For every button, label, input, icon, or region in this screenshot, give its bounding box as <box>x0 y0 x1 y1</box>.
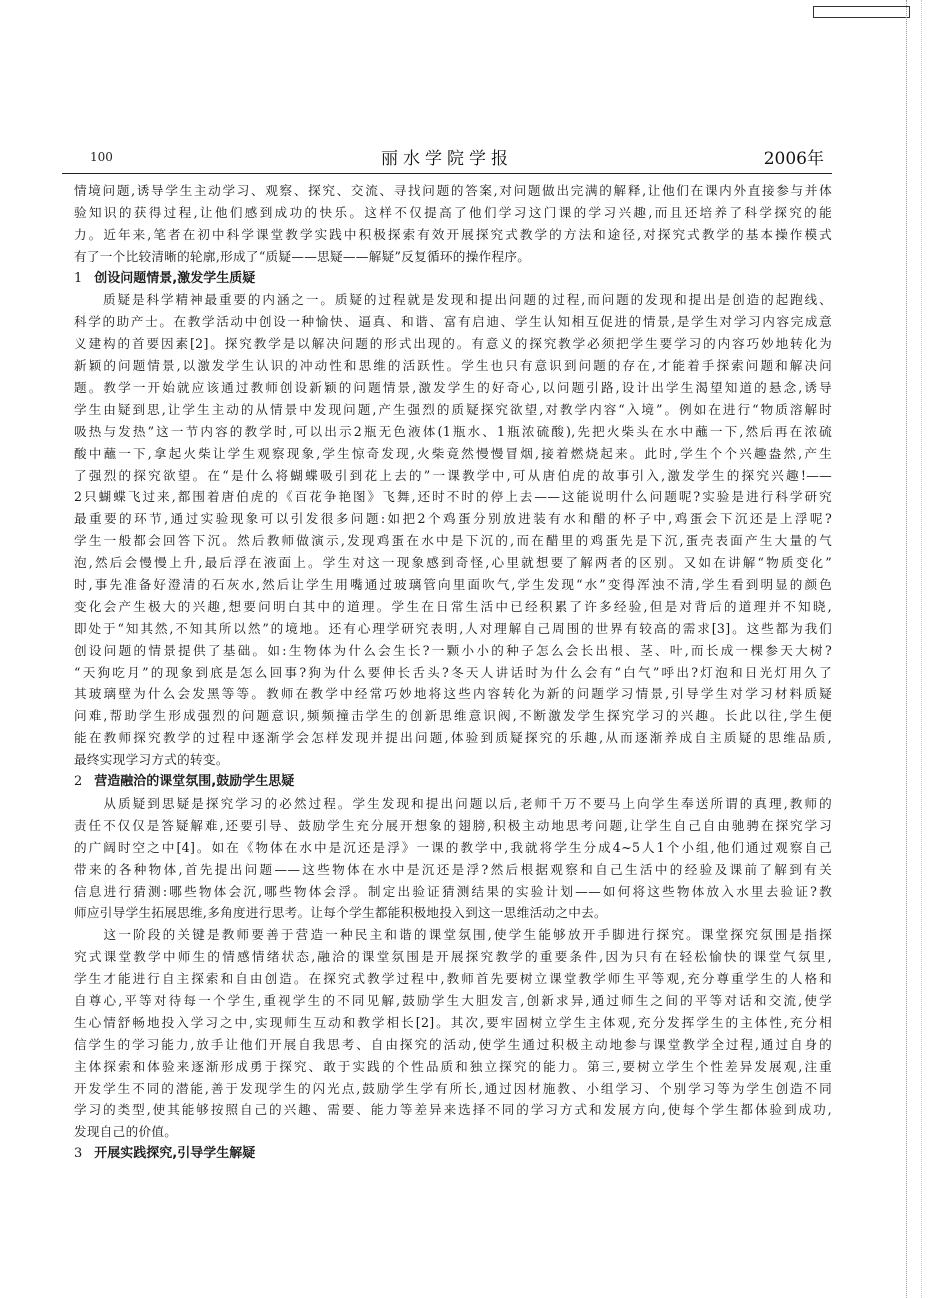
text-line: 验知识的获得过程,让他们感到成功的快乐。这样不仅提高了他们学习这门课的学习兴趣,而且还培养了科学探究的能 <box>74 204 832 220</box>
section-heading <box>74 268 832 290</box>
text-line: 发现自己的价值。 <box>74 1124 178 1140</box>
text-line: 开发学生不同的潜能,善于发现学生的闪光点,鼓励学生学有所长,通过因材施教、小组学习、个别学习等为学生创造不同 <box>74 1080 832 1096</box>
text-line: 有了一个比较清晰的轮廓,形成了“质疑——思疑——解疑”反复循环的操作程序。 <box>74 248 531 264</box>
section-heading <box>74 771 832 793</box>
text-line: 能在教师探究教学的过程中逐渐学会怎样发现并提出问题,体验到质疑探究的乐趣,从而逐渐养成自主质疑的思维品质, <box>74 730 832 746</box>
text-line: 泡,然后会慢慢上升,最后浮在液面上。学生对这一现象感到奇怪,心里就想要了解两者的区别。又如在讲解“物质变化” <box>74 555 832 571</box>
text-line: 力。近年来,笔者在初中科学课堂教学实践中积极探索有效开展探究式教学的方法和途径,对探究式教学的基本操作模式 <box>74 226 832 242</box>
text-line: 了强烈的探究欲望。在“是什么将蝴蝶吸引到花上去的”一课教学中,可从唐伯虎的故事引入,激发学生的探究兴趣!—— <box>74 467 832 483</box>
section-number: 2 <box>74 774 83 790</box>
page-number: 100 <box>90 150 113 164</box>
text-line: 最重要的环节,通过实验现象可以引发很多问题:如把2个鸡蛋分别放进装有水和醋的杯子中,鸡蛋会下沉还是上浮呢? <box>74 511 832 527</box>
journal-title: 丽水学院学报 <box>381 149 513 169</box>
text-line: 即处于“知其然,不知其所以然”的境地。还有心理学研究表明,人对理解自己周围的世界有较高的需求[3]。这些都为我们 <box>74 620 832 636</box>
text-line: 生心情舒畅地投入学习之中,实现师生互动和教学相长[2]。其次,要牢固树立学生主体观,充分发挥学生的主体性,充分相 <box>74 1014 832 1030</box>
text-line: 时,事先准备好澄清的石灰水,然后让学生用嘴通过玻璃管向里面吹气,学生发现“水”变得浑浊不清,学生看到明显的颜色 <box>74 577 832 593</box>
section-number: 1 <box>74 270 83 286</box>
text-line: 从质疑到思疑是探究学习的必然过程。学生发现和提出问题以后,老师千万不要马上向学生奉送所谓的真理,教师的 <box>74 795 832 811</box>
text-line: 究式课堂教学中师生的情感情绪状态,融洽的课堂氛围是开展探究教学的重要条件,因为只有在轻松愉快的课堂气氛里, <box>74 949 832 965</box>
text-line: 问难,帮助学生形成强烈的问题意识,频频撞击学生的创新思维意识阀,不断激发学生探究学习的兴趣。长此以往,学生便 <box>74 708 832 724</box>
text-line: 自尊心,平等对待每一个学生,重视学生的不同见解,鼓励学生大胆发言,创新求异,通过师生之间的平等对话和交流,使学 <box>74 992 832 1008</box>
text-line: 的广阔时空之中[4]。如在《物体在水中是沉还是浮》一课的教学中,我就将学生分成4~5人1个小组,他们通过观察自己 <box>74 839 832 855</box>
text-line: “天狗吃月”的现象到底是怎么回事?狗为什么要伸长舌头?冬天人讲话时为什么会有“白气”呼出?灯泡和日光灯用久了 <box>74 664 832 680</box>
text-line: 主体探索和体验来逐渐形成勇于探究、敢于实践的个性品质和独立探究的能力。第三,要树立学生个性差异发展观,注重 <box>74 1058 832 1074</box>
text-line: 信学生的学习能力,放手让他们开展自我思考、自由探究的活动,使学生通过积极主动地参与课堂教学全过程,通过自身的 <box>74 1036 832 1052</box>
corner-frame-box <box>813 6 910 18</box>
section-title: 营造融洽的课堂氛围,鼓励学生思疑 <box>94 774 295 790</box>
scan-edge-line <box>906 0 908 1298</box>
text-line: 质疑是科学精神最重要的内涵之一。质疑的过程就是发现和提出问题的过程,而问题的发现和提出是创造的起跑线、 <box>74 292 832 308</box>
text-line: 学生由疑到思,让学生主动的从情景中发现问题,产生强烈的质疑探究欲望,对教学内容“入境”。例如在进行“物质溶解时 <box>74 401 832 417</box>
text-line: 学生一般都会回答下沉。然后教师做演示,发现鸡蛋在水中是下沉的,而在醋里的鸡蛋先是下沉,蛋壳表面产生大量的气 <box>74 533 832 549</box>
text-line: 其玻璃壁为什么会发黑等等。教师在教学中经常巧妙地将这些内容转化为新的问题学习情景,引导学生对学习材料质疑 <box>74 686 832 702</box>
text-line: 带来的各种物体,首先提出问题——这些物体在水中是沉还是浮?然后根据观察和自己生活中的经验及课前了解到有关 <box>74 861 832 877</box>
publication-year: 2006年 <box>763 149 824 169</box>
text-line: 科学的助产士。在教学活动中创设一种愉快、逼真、和谐、富有启迪、学生认知相互促进的情景,是学生对学习内容完成意 <box>74 314 832 330</box>
text-line: 吸热与发热”这一节内容的教学时,可以出示2瓶无色液体(1瓶水、1瓶浓硫酸),先把火柴头在水中蘸一下,然后再在浓硫 <box>74 423 832 439</box>
text-line: 学习的类型,使其能够按照自己的兴趣、需要、能力等差异来选择不同的学习方式和发展方向,使每个学生都体验到成功, <box>74 1102 832 1118</box>
section-title: 创设问题情景,激发学生质疑 <box>94 270 256 286</box>
text-line: 义建构的首要因素[2]。探究教学是以解决问题的形式出现的。有意义的探究教学必须把学生要学习的内容巧妙地转化为 <box>74 336 832 352</box>
scan-edge-line-faint <box>921 0 923 1298</box>
text-line: 变化会产生极大的兴趣,想要问明白其中的道理。学生在日常生活中已经积累了许多经验,但是对背后的道理并不知晓, <box>74 598 832 614</box>
running-header <box>62 142 832 172</box>
text-line: 创设问题的情景提供了基础。如:生物体为什么会生长?一颗小小的种子怎么会长出根、茎、叶,而长成一棵参天大树? <box>74 642 832 658</box>
text-line: 新颖的问题情景,以激发学生认识的冲动性和思维的活跃性。学生也只有意识到问题的存在,才能着手探索问题和解决问 <box>74 358 832 374</box>
section-title: 开展实践探究,引导学生解疑 <box>94 1146 256 1162</box>
text-line: 这一阶段的关键是教师要善于营造一种民主和谐的课堂氛围,使学生能够放开手脚进行探究。课堂探究氛围是指探 <box>74 927 832 943</box>
text-line: 情境问题,诱导学生主动学习、观察、探究、交流、寻找问题的答案,对问题做出完满的解释,让他们在课内外直接参与并体 <box>74 183 832 198</box>
text-line: 题。教学一开始就应该通过教师创设新颖的问题情景,激发学生的好奇心,以问题引路,设计出学生渴望知道的悬念,诱导 <box>74 380 832 396</box>
text-line: 酸中蘸一下,拿起火柴让学生观察现象,学生惊奇发现,火柴竟然慢慢冒烟,接着燃烧起来。此时,学生个个兴趣盎然,产生 <box>74 445 832 461</box>
section-heading <box>74 1143 832 1165</box>
text-line: 2只蝴蝶飞过来,都围着唐伯虎的《百花争艳图》飞舞,还时不时的停上去——这能说明什么问题呢?实验是进行科学研究 <box>74 489 832 505</box>
text-line: 学生才能进行自主探索和自由创造。在探究式教学过程中,教师首先要树立课堂教学师生平等观,充分尊重学生的人格和 <box>74 971 832 987</box>
text-line: 责任不仅仅是答疑解难,还要引导、鼓励学生充分展开想象的翅膀,积极主动地思考问题,让学生自己自由驰骋在探究学习 <box>74 817 832 833</box>
section-number: 3 <box>74 1146 83 1162</box>
text-line: 最终实现学习方式的转变。 <box>74 752 229 768</box>
text-line: 师应引导学生拓展思维,多角度进行思考。让每个学生都能积极地投入到这一思维活动之中去。 <box>74 905 607 921</box>
header-rule <box>62 173 832 174</box>
article-body <box>74 180 832 1165</box>
text-line: 信息进行猜测:哪些物体会沉,哪些物体会浮。制定出验证猜测结果的实验计划——如何将这些物体放入水里去验证?教 <box>74 883 832 899</box>
